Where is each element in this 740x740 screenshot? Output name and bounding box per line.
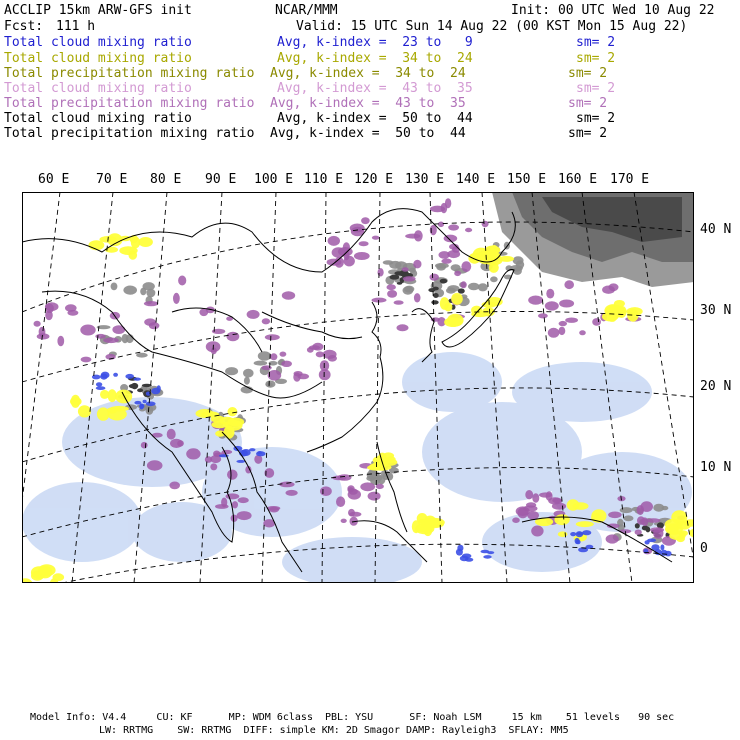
init-time: Init: 00 UTC Wed 10 Aug 22: [511, 3, 715, 18]
legend-name: Total precipitation mixing ratio: [4, 126, 255, 141]
center-label: NCAR/MMM: [275, 3, 338, 18]
precip-cell: [38, 566, 52, 575]
precip-cell: [123, 286, 137, 295]
precip-cell: [137, 388, 143, 392]
precip-cell: [136, 353, 148, 358]
precip-cell: [397, 324, 409, 331]
precip-cell: [227, 332, 240, 341]
precip-cell: [95, 334, 106, 339]
precip-cell: [115, 390, 132, 404]
precip-cell: [173, 293, 180, 304]
precip-cell: [620, 507, 633, 513]
precip-cell: [483, 555, 491, 559]
precip-cell: [320, 486, 332, 496]
precip-cell: [37, 333, 50, 339]
legend-sm: sm= 2: [576, 81, 616, 96]
precip-cell: [141, 442, 148, 449]
lon-label: 80 E: [150, 172, 182, 187]
precip-cell: [447, 285, 459, 292]
precip-cell: [637, 516, 645, 525]
precip-cell: [438, 222, 444, 228]
legend-name: Total cloud mixing ratio: [4, 51, 192, 66]
precip-cell: [451, 293, 463, 305]
precip-cell: [430, 274, 439, 281]
lon-label: 110 E: [304, 172, 344, 187]
precip-cell: [257, 451, 262, 454]
precip-cell: [348, 509, 355, 517]
precip-cell: [528, 296, 543, 305]
precip-cell: [92, 375, 101, 380]
precip-cell: [576, 521, 594, 527]
forecast-label: Fcst:: [4, 19, 44, 34]
precip-cell: [662, 506, 669, 510]
precip-cell: [635, 530, 642, 535]
precip-cell: [559, 327, 566, 335]
precip-cell: [144, 318, 156, 325]
precip-cell: [100, 374, 107, 380]
lon-label: 70 E: [96, 172, 128, 187]
precip-cell: [282, 291, 295, 300]
model-info-line1: Model Info: V4.4 CU: KF MP: WDM 6class PBL: YSU SF: Noah LSM 15 km 51 levels 90 sec: [30, 712, 675, 723]
precip-cell: [457, 545, 463, 552]
precip-cell: [402, 267, 409, 272]
model-title: ACCLIP 15km ARW-GFS init: [4, 3, 192, 18]
precip-cell: [65, 304, 77, 312]
precip-cell: [228, 407, 238, 416]
precip-cell: [286, 490, 298, 496]
precip-cell: [637, 505, 644, 515]
precip-cell: [360, 482, 375, 491]
precip-cell: [280, 352, 287, 357]
precip-cell: [316, 351, 324, 357]
precip-cell: [372, 236, 380, 240]
precip-cell: [97, 407, 110, 420]
precip-cell: [512, 517, 520, 523]
precip-cell: [471, 306, 482, 315]
precip-cell: [210, 463, 217, 470]
legend-avg: Avg, k-index = 50 to 44: [277, 111, 473, 126]
precip-cell: [409, 268, 416, 273]
precip-cell: [441, 258, 451, 263]
precip-cell: [146, 402, 156, 407]
precip-cell: [468, 253, 480, 264]
precip-cell: [328, 355, 337, 362]
precip-cell: [539, 492, 552, 497]
precip-cell: [465, 558, 473, 562]
precip-cell: [387, 284, 396, 290]
precip-cell: [112, 325, 125, 334]
precip-cell: [481, 550, 490, 554]
precip-cell: [431, 300, 438, 304]
precip-cell: [394, 300, 404, 304]
legend-name: Total precipitation mixing ratio: [4, 96, 255, 111]
precip-cell: [458, 288, 465, 293]
precip-cell: [653, 528, 663, 539]
forecast-hour: 111 h: [56, 19, 96, 34]
lon-label: 90 E: [205, 172, 237, 187]
precip-cell: [96, 386, 106, 390]
precip-cell: [45, 302, 59, 311]
precip-cell: [147, 460, 163, 470]
precip-cell: [642, 526, 649, 531]
legend-name: Total precipitation mixing ratio: [4, 66, 255, 81]
precip-cell: [546, 289, 554, 299]
precip-cell: [100, 390, 109, 399]
precip-cell: [96, 382, 102, 386]
lat-label: 40 N: [700, 222, 732, 237]
legend-avg: Avg, k-index = 34 to 24: [277, 51, 473, 66]
precip-cell: [559, 321, 567, 326]
precip-cell: [131, 383, 138, 389]
precip-cell: [608, 512, 622, 519]
precip-cell: [436, 264, 446, 271]
precip-cell: [341, 519, 347, 523]
precip-cell: [576, 540, 581, 545]
lon-label: 60 E: [38, 172, 70, 187]
precip-cell: [57, 336, 64, 347]
precip-cell: [405, 234, 420, 239]
precip-cell: [538, 313, 548, 318]
precip-cell: [262, 318, 270, 324]
precip-cell: [665, 551, 672, 557]
precip-cell: [232, 501, 238, 508]
precip-cell: [548, 328, 560, 338]
precip-cell: [80, 325, 95, 336]
precip-cell: [413, 260, 421, 269]
legend-sm: sm= 2: [576, 111, 616, 126]
precip-cell: [592, 318, 601, 326]
precip-cell: [78, 405, 91, 417]
precip-cell: [447, 314, 464, 327]
precip-cell: [414, 293, 421, 302]
precip-cell: [383, 260, 394, 265]
precip-cell: [412, 520, 421, 533]
lon-label: 150 E: [507, 172, 547, 187]
precip-cell: [113, 373, 118, 377]
precip-cell: [236, 460, 245, 463]
precip-cell: [368, 492, 381, 501]
precip-cell: [565, 318, 578, 323]
precip-cell: [545, 301, 559, 310]
lon-label: 160 E: [558, 172, 598, 187]
precip-cell: [461, 261, 471, 272]
legend-sm: sm= 2: [576, 51, 616, 66]
precip-cell: [440, 279, 448, 284]
legend-avg: Avg, k-index = 50 to 44: [270, 126, 466, 141]
precip-cell: [254, 361, 268, 366]
precip-cell: [219, 417, 234, 425]
precip-cell: [110, 406, 129, 412]
precip-cell: [81, 357, 92, 363]
precip-cell: [138, 237, 153, 247]
precip-cell: [525, 490, 533, 499]
precip-cell: [516, 260, 524, 268]
legend-sm: sm= 2: [568, 66, 608, 81]
precip-cell: [430, 206, 445, 213]
lon-label: 170 E: [610, 172, 650, 187]
precip-cell: [270, 353, 277, 360]
legend-avg: Avg, k-index = 23 to 9: [277, 35, 473, 50]
lon-label: 130 E: [405, 172, 445, 187]
precip-cell: [238, 497, 249, 503]
precip-cell: [205, 456, 212, 463]
model-info-line2: LW: RRTMG SW: RRTMG DIFF: simple KM: 2D Smagor DAMP: Rayleigh3 SFLAY: MM5: [99, 725, 569, 736]
precip-cell: [328, 236, 340, 246]
legend-name: Total cloud mixing ratio: [4, 111, 192, 126]
precip-cell: [531, 526, 543, 537]
precip-cell: [376, 484, 384, 489]
precip-cell: [559, 300, 574, 308]
precip-cell: [387, 290, 397, 298]
precip-cell: [478, 283, 488, 291]
precip-cell: [244, 377, 250, 385]
lat-label: 10 N: [700, 460, 732, 475]
legend-name: Total cloud mixing ratio: [4, 81, 192, 96]
precip-cell: [490, 276, 498, 282]
precip-cell: [624, 515, 634, 521]
precip-cell: [143, 400, 147, 403]
precip-cell: [336, 496, 345, 507]
precip-cell: [243, 369, 254, 378]
precip-cell: [532, 493, 539, 503]
lon-label: 140 E: [456, 172, 496, 187]
precip-cell: [526, 502, 536, 507]
valid-time: Valid: 15 UTC Sun 14 Aug 22 (00 KST Mon 15 Aug 22): [296, 19, 688, 34]
precip-cell: [103, 338, 119, 344]
precip-cell: [433, 293, 439, 298]
precip-cell: [359, 241, 369, 246]
precip-cell: [129, 250, 138, 259]
precip-cell: [579, 330, 586, 335]
precip-cell: [225, 367, 238, 375]
precip-cell: [133, 378, 141, 381]
precip-cell: [170, 439, 183, 448]
precip-cell: [554, 514, 569, 525]
legend-sm: sm= 2: [568, 96, 608, 111]
precip-cell: [354, 252, 370, 260]
precip-cell: [482, 221, 489, 227]
precip-cell: [227, 470, 238, 480]
precip-cell: [676, 536, 685, 543]
lat-label: 30 N: [700, 303, 732, 318]
legend-sm: sm= 2: [568, 126, 608, 141]
precip-cell: [349, 488, 358, 494]
precip-cell: [298, 374, 310, 380]
precip-cell: [647, 539, 656, 543]
precip-cell: [265, 334, 280, 340]
precip-cell: [309, 345, 320, 350]
precip-cell: [249, 448, 255, 451]
precip-cell: [281, 361, 292, 367]
precip-cell: [178, 276, 186, 286]
precip-cell: [608, 315, 617, 322]
precip-cell: [448, 224, 459, 230]
lon-label: 120 E: [354, 172, 394, 187]
precip-cell: [403, 286, 414, 294]
precip-cell: [378, 268, 384, 276]
precip-cell: [344, 256, 355, 267]
legend-sm: sm= 2: [576, 35, 616, 50]
precip-cell: [660, 544, 664, 550]
legend-avg: Avg, k-index = 43 to 35: [277, 81, 473, 96]
precip-cell: [134, 401, 141, 405]
precip-cell: [53, 573, 65, 581]
precip-cell: [169, 482, 180, 490]
precip-cell: [440, 297, 449, 310]
lat-label: 20 N: [700, 379, 732, 394]
precip-cell: [215, 504, 229, 509]
precip-cell: [142, 384, 152, 387]
precip-cell: [564, 280, 574, 289]
precip-cell: [468, 283, 480, 290]
precip-cell: [186, 448, 200, 459]
precip-cell: [465, 228, 472, 232]
precip-cell: [338, 474, 352, 481]
precip-cell: [70, 397, 82, 405]
precip-cell: [126, 334, 134, 343]
precip-cell: [45, 311, 53, 321]
precip-cell: [211, 348, 217, 355]
legend-avg: Avg, k-index = 43 to 35: [270, 96, 466, 111]
precip-cell: [558, 531, 568, 537]
precip-cell: [570, 532, 576, 536]
precip-cell: [144, 301, 158, 306]
precip-cell: [403, 276, 416, 281]
precip-cell: [125, 374, 134, 379]
precip-cell: [518, 508, 529, 519]
precip-cell: [258, 351, 271, 361]
precip-cell: [167, 429, 176, 440]
precip-cell: [428, 288, 435, 292]
precip-cell: [139, 404, 144, 409]
precip-cell: [34, 321, 41, 327]
lon-label: 100 E: [254, 172, 294, 187]
precip-cell: [460, 281, 466, 288]
legend-avg: Avg, k-index = 34 to 24: [270, 66, 466, 81]
precip-cell: [454, 271, 461, 276]
precip-cell: [577, 532, 585, 535]
precip-cell: [261, 365, 271, 370]
precip-cell: [361, 217, 370, 224]
precip-cell: [552, 503, 566, 510]
precip-cell: [143, 282, 155, 290]
precip-cell: [390, 275, 400, 280]
precip-cell: [247, 310, 260, 319]
precip-cell: [678, 530, 688, 536]
lat-label: 0: [700, 541, 708, 556]
precip-cell: [151, 388, 160, 394]
precip-cell: [279, 482, 294, 488]
precip-cell: [111, 283, 118, 291]
forecast-map: [22, 192, 694, 583]
precip-cell: [237, 511, 252, 520]
precip-cell: [606, 534, 619, 543]
precip-cell: [423, 523, 432, 536]
precip-cell: [646, 518, 660, 523]
precip-cell: [573, 502, 589, 510]
precip-cell: [199, 309, 208, 317]
legend-name: Total cloud mixing ratio: [4, 35, 192, 50]
precip-cell: [609, 283, 619, 291]
